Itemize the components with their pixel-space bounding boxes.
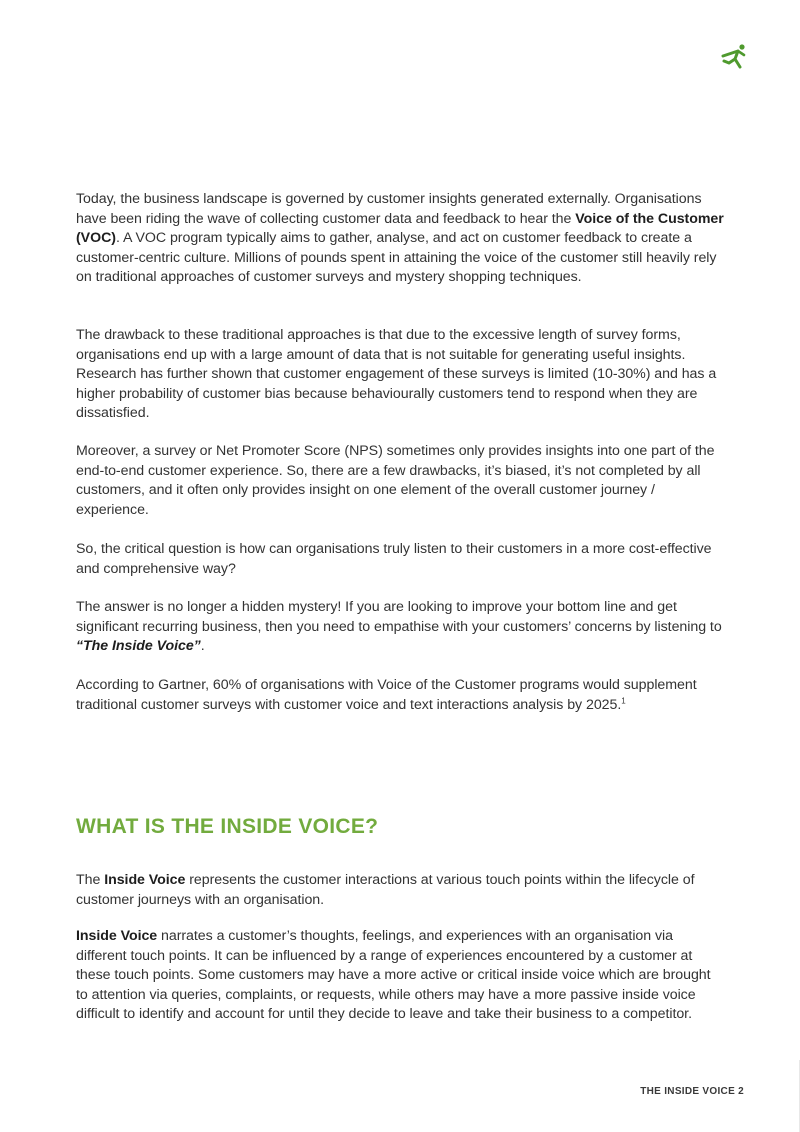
section-heading: WHAT IS THE INSIDE VOICE?	[76, 815, 379, 838]
page-footer: THE INSIDE VOICE 2	[640, 1086, 744, 1097]
intro-paragraph-4: So, the critical question is how can organisations truly listen to their customers in a more cost-effective and comprehensive way?	[76, 541, 712, 577]
intro-text	[76, 190, 726, 288]
section-paragraph-1-block	[76, 871, 726, 910]
section-paragraph-1: The Inside Voice represents the customer interactions at various touch points within the lifecycle of customer journeys with an organisation.	[76, 872, 695, 908]
footnote-ref: 1	[621, 695, 626, 705]
section-paragraph-2: Inside Voice narrates a customer’s thoughts, feelings, and experiences with an organisation via different touch points. It can be influenced by a range of experiences encountered by a customer at these touch points. Some customers may have a more active or critical inside voice which are brought to attention via queries, complaints, or requests, while others may have a more passive inside voice difficult to identify and account for until they decide to leave and take their business to a competitor.	[76, 928, 711, 1022]
intro-paragraph-2: The drawback to these traditional approaches is that due to the excessive length of survey forms, organisations end up with a large amount of data that is not suitable for generating useful insights. Research has further shown that customer engagement of these surveys is limited (10-30%) and has a higher probability of customer bias because behaviourally customers tend to respond when they are dissatisfied.	[76, 327, 717, 421]
intro-paragraph-3: Moreover, a survey or Net Promoter Score (NPS) sometimes only provides insights into one part of the end-to-end customer experience. So, there are a few drawbacks, it’s biased, it’s not completed by all customers, and it often only provides insight on one element of the overall customer journey / experience.	[76, 443, 715, 518]
intro-paragraph-6-block	[76, 676, 726, 715]
intro-paragraph-2-block	[76, 326, 726, 424]
intro-paragraph-6: According to Gartner, 60% of organisations with Voice of the Customer programs would supplement traditional customer surveys with customer voice and text interactions analysis by 2025.$^1$	[76, 677, 697, 713]
running-figure-icon	[718, 42, 748, 72]
intro-paragraph-5: The answer is no longer a hidden mystery! If you are looking to improve your bottom line and get significant recurring business, then you need to empathise with your customers’ concerns by listening to “The Inside Voice”.	[76, 599, 722, 654]
intro-paragraph-4-block	[76, 540, 726, 579]
intro-paragraph-1: Today, the business landscape is governed by customer insights generated externally. Organisations have been riding the wave of collecting customer data and feedback to hear the Voice of the Customer (VOC). A VOC program typically aims to gather, analyse, and act on customer feedback to create a customer-centric culture. Millions of pounds spent in attaining the voice of the customer still heavily rely on traditional approaches of customer surveys and mystery shopping techniques.	[76, 191, 724, 285]
intro-paragraph-5-block	[76, 598, 726, 657]
section-paragraph-2-block	[76, 927, 726, 1025]
intro-paragraph-3-block	[76, 442, 726, 520]
